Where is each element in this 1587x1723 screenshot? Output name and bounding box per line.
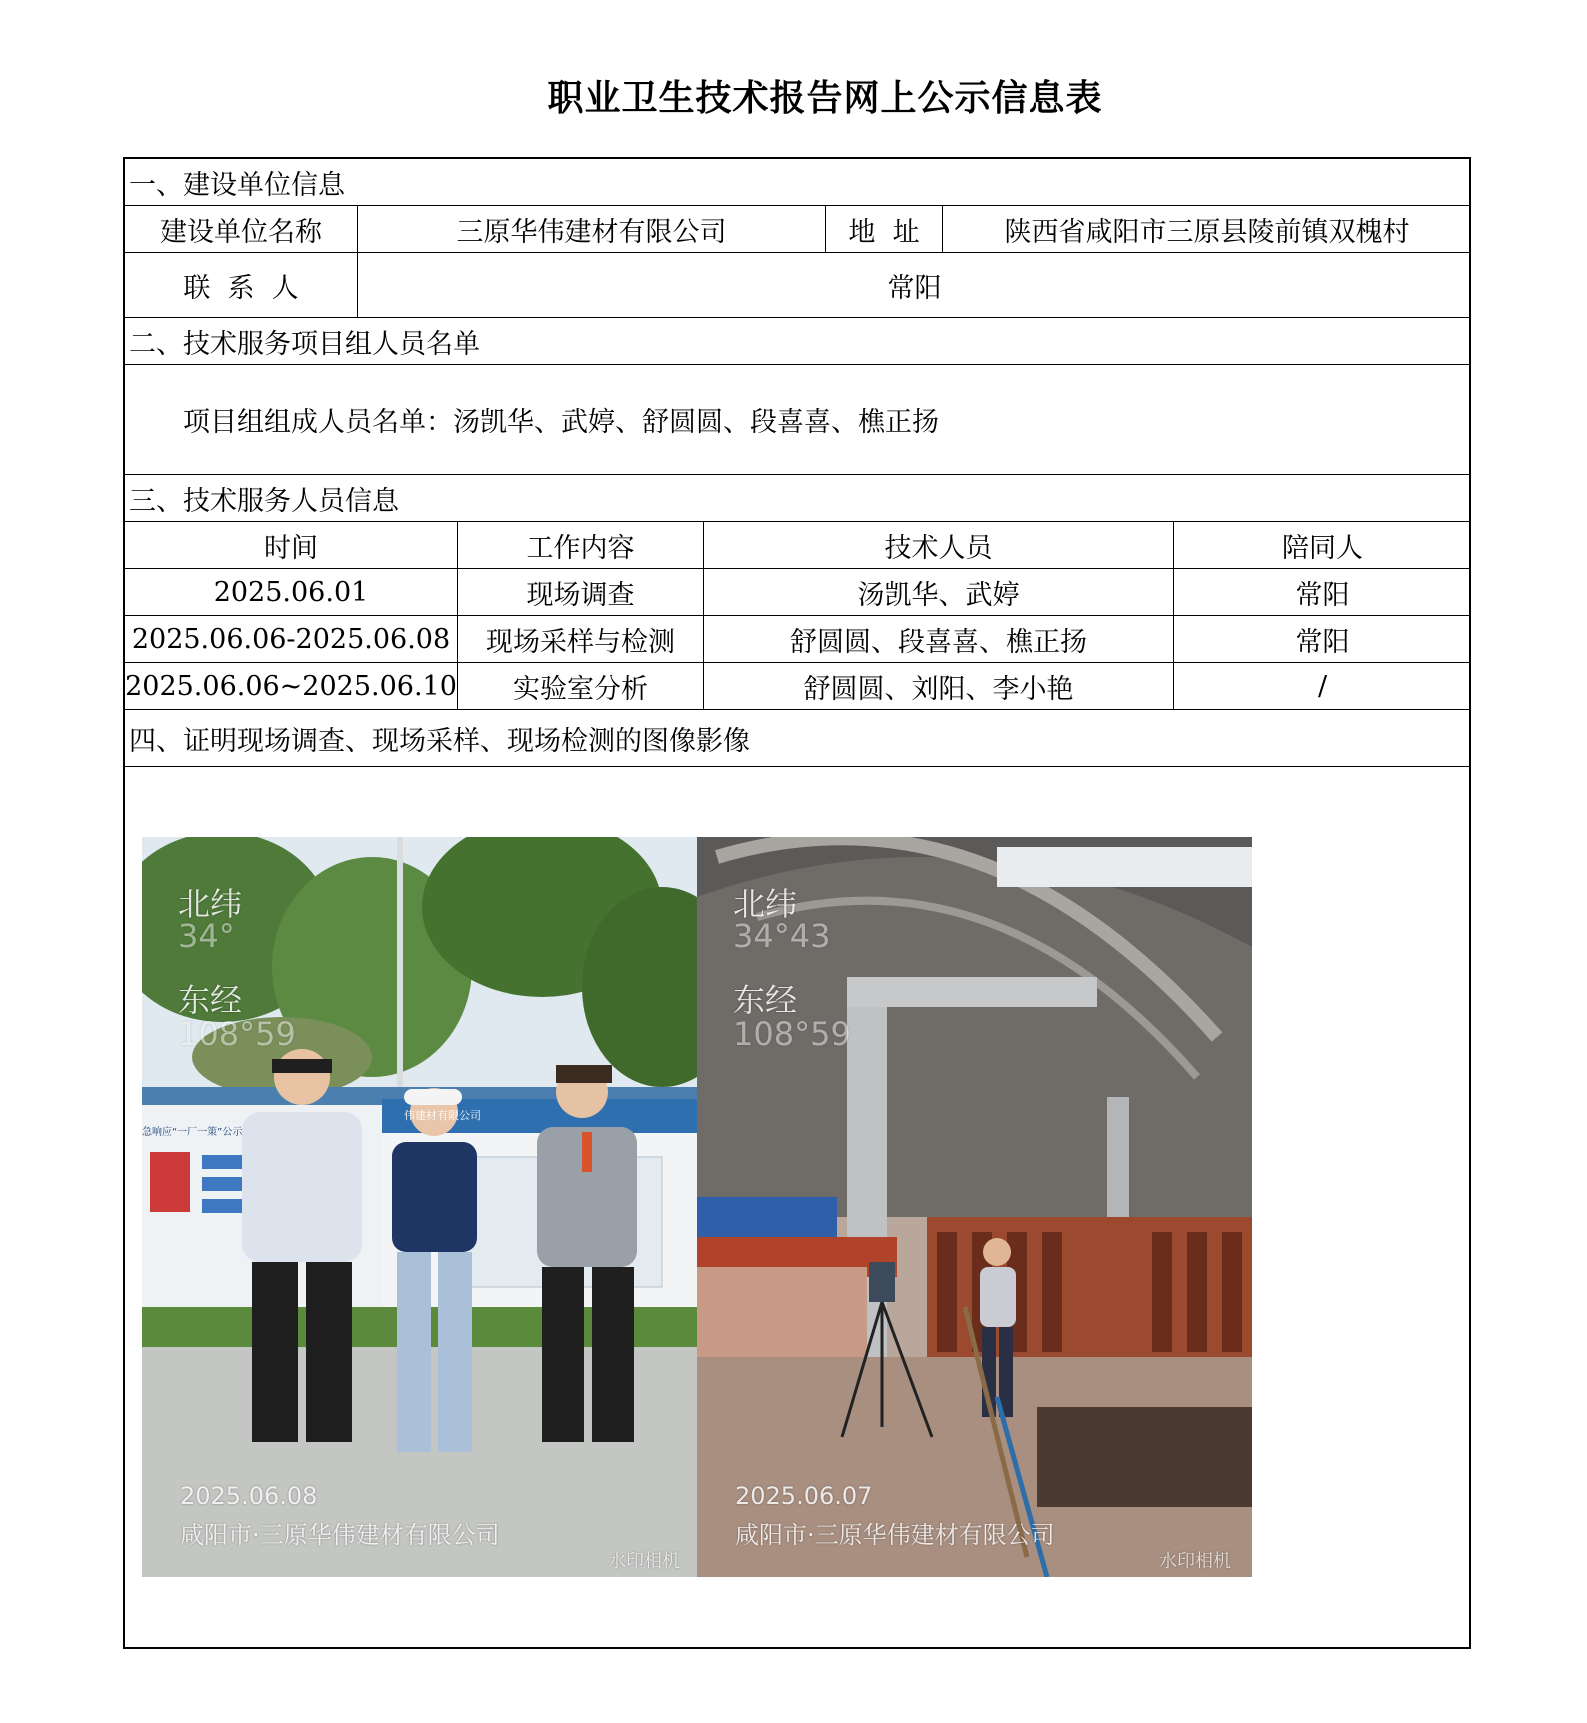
cell-escort: / (1173, 663, 1471, 709)
cell-work: 现场采样与检测 (457, 616, 703, 662)
cell-staff: 汤凯华、武婷 (703, 569, 1173, 615)
table-row (125, 663, 1469, 710)
company-name-value: 三原华伟建材有限公司 (357, 206, 825, 252)
longitude-label: 东经 (178, 981, 243, 1019)
cell-staff: 舒圆圆、段喜喜、樵正扬 (703, 616, 1173, 662)
column-header-escort: 陪同人 (1173, 522, 1471, 568)
photo-location: 咸阳市·三原华伟建材有限公司 (180, 1521, 500, 1549)
latitude-label: 北纬 (733, 885, 798, 923)
contact-label: 联 系 人 (183, 272, 299, 304)
section1-heading: 一、建设单位信息 (129, 169, 345, 201)
site-survey-photo (142, 837, 697, 1577)
latitude-value: 34° (178, 917, 235, 955)
address-value: 陕西省咸阳市三原县陵前镇双槐村 (942, 206, 1471, 252)
contact-row (125, 253, 1469, 318)
board-title: 急响应“一厂一策”公示 (142, 1127, 243, 1138)
site-sampling-photo (697, 837, 1252, 1577)
evidence-photos (142, 837, 1252, 1577)
board-banner: 伟建材有限公司 (404, 1109, 481, 1122)
cell-staff: 舒圆圆、刘阳、李小艳 (703, 663, 1173, 709)
section1-heading-row (125, 159, 1469, 206)
latitude-label: 北纬 (178, 885, 243, 923)
cell-time: 2025.06.06~2025.06.10 (125, 670, 457, 702)
column-header-staff: 技术人员 (703, 522, 1173, 568)
column-header-work: 工作内容 (457, 522, 703, 568)
company-row (125, 206, 1469, 253)
info-table (123, 157, 1471, 1649)
section4-heading: 四、证明现场调查、现场采样、现场检测的图像影像 (129, 725, 750, 757)
table-row (125, 569, 1469, 616)
section3-heading-row (125, 475, 1469, 522)
camera-watermark: 水印相机 (608, 1551, 680, 1572)
cell-work: 实验室分析 (457, 663, 703, 709)
section4-heading-row (125, 710, 1469, 767)
section2-heading-row (125, 318, 1469, 365)
camera-watermark: 水印相机 (1159, 1551, 1231, 1572)
photo-date: 2025.06.08 (180, 1482, 318, 1510)
contact-value: 常阳 (357, 253, 1471, 317)
cell-work: 现场调查 (457, 569, 703, 615)
photo-location: 咸阳市·三原华伟建材有限公司 (735, 1521, 1055, 1549)
members-row (125, 365, 1469, 475)
longitude-value: 108°59 (733, 1015, 851, 1053)
latitude-value: 34°43 (733, 917, 831, 955)
address-label: 地 址 (825, 206, 942, 252)
cell-escort: 常阳 (1173, 569, 1471, 615)
column-header-time: 时间 (264, 532, 318, 564)
cell-time: 2025.06.06-2025.06.08 (131, 623, 451, 655)
cell-escort: 常阳 (1173, 616, 1471, 662)
members-text: 项目组组成人员名单：汤凯华、武婷、舒圆圆、段喜喜、樵正扬 (183, 407, 939, 438)
table-row (125, 616, 1469, 663)
photo-date: 2025.06.07 (735, 1482, 873, 1510)
cell-time: 2025.06.01 (213, 576, 369, 608)
company-name-label: 建设单位名称 (160, 216, 322, 248)
section2-heading: 二、技术服务项目组人员名单 (129, 328, 480, 360)
section3-heading: 三、技术服务人员信息 (129, 485, 399, 517)
staff-table-header (125, 522, 1469, 569)
page-title: 职业卫生技术报告网上公示信息表 (547, 77, 1103, 119)
longitude-label: 东经 (733, 981, 798, 1019)
longitude-value: 108°59 (178, 1015, 296, 1053)
